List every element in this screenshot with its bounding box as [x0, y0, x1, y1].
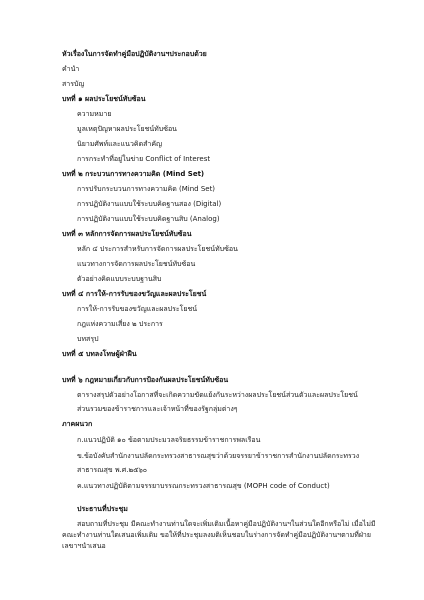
- toc-line: ตัวอย่างคิดแบบระบบฐานสิบ: [77, 275, 162, 283]
- toc-line: การปฏิบัติงานแบบใช้ระบบคิดฐานสอง (Digital): [77, 200, 222, 208]
- toc-line: การปฏิบัติงานแบบใช้ระบบคิดฐานสิบ (Analog): [77, 215, 220, 223]
- toc-line: แนวทางการจัดการผลประโยชน์ทับซ้อน: [77, 260, 196, 268]
- toc-line: ข.ข้อบังคับสำนักงานปลัดกระทรวงสาธารณสุขว่าด้วยจรรยาข้าราชการสำนักงานปลัดกระทรวง: [77, 452, 360, 460]
- meeting-body: สอบถามที่ประชุม มีคณะทำงานท่านใดจะเพิ่มเติมเนื้อหาคู่มือปฏิบัติงานฯในส่วนใดอีกหรือไม่ เมื่อไม่มีคณะทำงานท่านใดเสนอเพิ่มเติม ขอให้ที่ประชุมลงมติเห็นชอบในร่างการจัดทำคู่มือปฏิบัติงานฯตามที่ฝ่ายเลขาฯนำเสนอ: [62, 520, 376, 550]
- toc-line: กฎแห่งความเสี่ยง ๒ ประการ: [77, 320, 163, 328]
- toc-line: การให้-การรับของขวัญและผลประโยชน์: [77, 305, 198, 313]
- toc-chapter: บทที่ ๕ บทลงโทษผู้ฝ่าฝืน: [62, 350, 137, 358]
- document-title: หัวเรื่องในการจัดทำคู่มือปฏิบัติงานฯประกอบด้วย: [62, 50, 207, 58]
- toc-chapter: บทที่ ๑ ผลประโยชน์ทับซ้อน: [62, 95, 146, 103]
- toc-line: ค.แนวทางปฏิบัติตามจรรยาบรรณกระทรวงสาธารณสุข (MOPH code of Conduct): [77, 482, 330, 490]
- toc-chapter: บทที่ ๔ การให้-การรับของขวัญและผลประโยชน์: [62, 290, 207, 298]
- toc-line: การปรับกระบวนการทางความคิด (Mind Set): [77, 185, 216, 193]
- toc-line: ส่วนรวมของข้าราชการและเจ้าหน้าที่ของรัฐกลุ่มต่างๆ: [77, 405, 238, 413]
- toc-line: ตารางสรุปตัวอย่างโอกาสที่จะเกิดความขัดแย้งกันระหว่างผลประโยชน์ส่วนตัวและผลประโยชน์: [77, 391, 358, 399]
- toc-chapter: บทที่ ๓ หลักการจัดการผลประโยชน์ทับซ้อน: [62, 230, 192, 238]
- toc-line: นิยามศัพท์และแนวคิดสำคัญ: [77, 140, 162, 148]
- toc-line: ความหมาย: [77, 110, 112, 118]
- toc-line: การกระทำที่อยู่ในข่าย Conflict of Interest: [77, 155, 211, 163]
- toc-line: หลัก ๔ ประการสำหรับการจัดการผลประโยชน์ทับซ้อน: [77, 245, 238, 253]
- meeting-heading: ประธานที่ประชุม: [77, 505, 128, 513]
- toc-line: ก.แนวปฏิบัติ ๑๐ ข้อตามประมวลจริยธรรมข้าราชการพลเรือน: [77, 436, 261, 444]
- toc-line: บทสรุป: [77, 335, 99, 343]
- toc-line: คำนำ: [62, 65, 80, 73]
- toc-line: สาธารณสุข พ.ศ.๒๕๖๐: [77, 466, 148, 474]
- toc-line: มูลเหตุปัญหาผลประโยชน์ทับซ้อน: [77, 125, 177, 133]
- toc-appendix: ภาคผนวก: [62, 420, 93, 428]
- toc-line: สารบัญ: [62, 80, 85, 88]
- toc-chapter: บทที่ ๒ กระบวนการทางความคิด (Mind Set): [62, 170, 205, 178]
- toc-chapter: บทที่ ๖ กฎหมายเกี่ยวกับการป้องกันผลประโยชน์ทับซ้อน: [62, 376, 229, 384]
